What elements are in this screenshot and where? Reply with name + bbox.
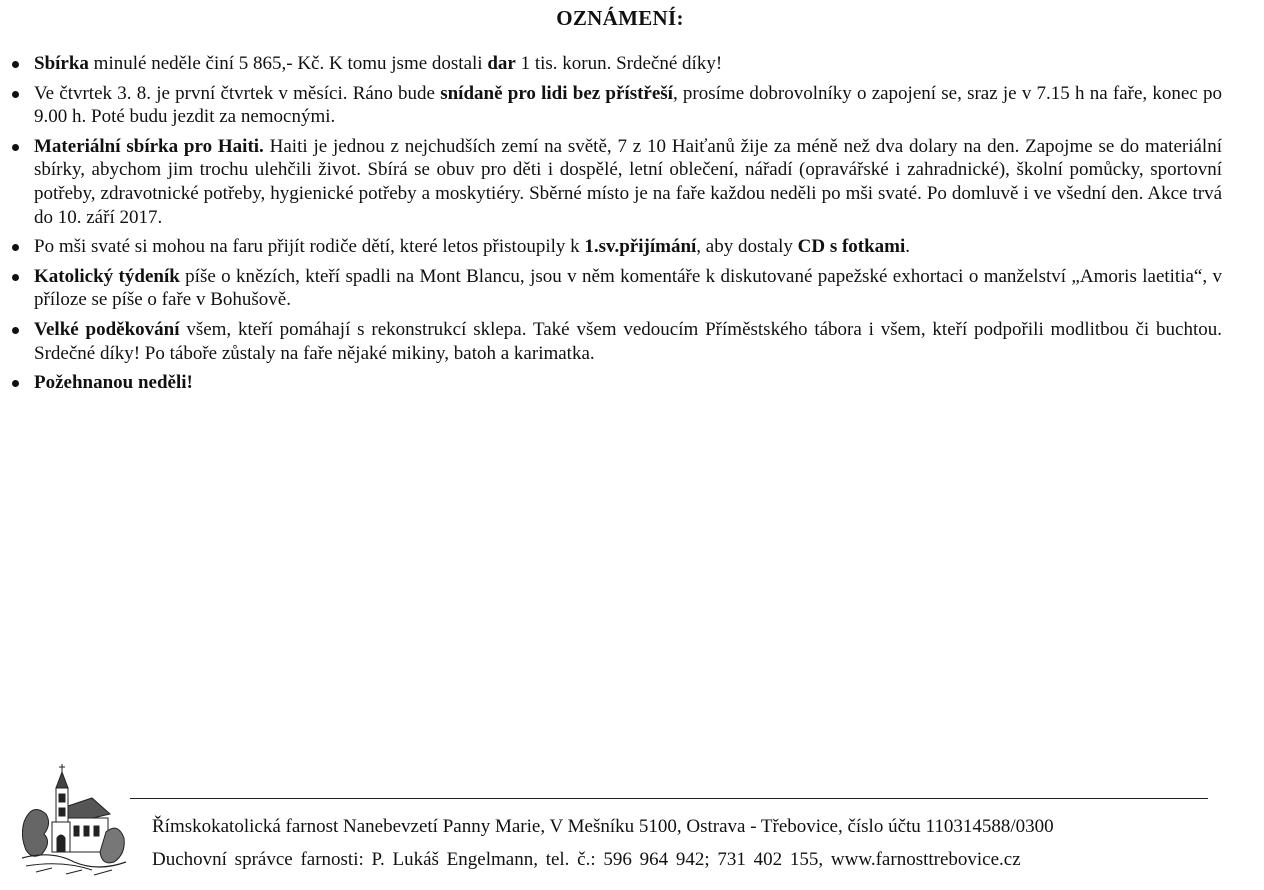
item-text: všem, kteří pomáhají s rekonstrukcí sklepa. Také všem vedoucím Příměstského tábora i všem, kteří podpořili modlitbou či buchtou. Srdečné díky! Po táboře zůstaly na faře nějaké mikiny, batoh a karimatka. [34, 318, 1222, 364]
list-item [12, 235, 1222, 259]
list-item [12, 371, 1222, 395]
item-bold-text: 1.sv.přijímání [584, 236, 697, 258]
bullet-dot-icon [12, 274, 19, 281]
item-bold-text: Materiální sbírka pro Haiti. [34, 135, 264, 157]
bullet-dot-icon [12, 327, 19, 334]
list-item [12, 82, 1222, 129]
bullet-dot-icon [12, 91, 19, 98]
item-bold-text: Sbírka [34, 53, 89, 74]
item-text: píše o knězích, kteří spadli na Mont Blancu, jsou v něm komentáře k diskutované papežské exhortaci o manželství „Amoris laetitia“, v příloze se píše o faře v Bohušově. [34, 265, 1222, 311]
item-text: 1 tis. korun. Srdečné díky! [515, 53, 723, 74]
list-item [12, 52, 1222, 76]
announcement-list [12, 52, 1222, 401]
item-text: . [905, 236, 911, 258]
item-text: Po mši svaté si mohou na faru přijít rodiče dětí, které letos přistoupily k [34, 236, 585, 258]
item-text: , aby dostaly [696, 236, 798, 258]
item-bold-text: Požehnanou neděli! [34, 372, 193, 394]
list-item [12, 318, 1222, 365]
list-item [12, 265, 1222, 312]
list-item [12, 135, 1222, 229]
footer-divider [130, 798, 1208, 799]
parish-address: Římskokatolická farnost Nanebevzetí Panny Marie, V Mešníku 5100, Ostrava - Třebovice, číslo účtu 110314588/0300 [152, 816, 1054, 837]
bullet-dot-icon [12, 244, 19, 251]
item-bold-text: CD s fotkami [797, 236, 906, 258]
item-bold-text: snídaně pro lidi bez přístřeší [440, 82, 673, 104]
item-text: minulé neděle činí 5 865,- Kč. K tomu jsme dostali [88, 53, 488, 74]
item-text: Ve čtvrtek 3. 8. je první čtvrtek v měsíci. Ráno bude [34, 82, 441, 104]
item-bold-text: Katolický týdeník [34, 265, 180, 287]
bullet-dot-icon [12, 380, 19, 387]
page-title: OZNÁMENÍ: [556, 6, 684, 30]
item-text: , prosíme dobrovolníky o zapojení se, sraz je v 7.15 h na faře, konec po 9.00 h. Poté budu jezdit za nemocnými. [34, 82, 1222, 128]
parish-contact: Duchovní správce farnosti: P. Lukáš Engelmann, tel. č.: 596 964 942; 731 402 155, www.farnosttrebovice.cz [152, 849, 1021, 870]
item-bold-text: dar [487, 53, 516, 74]
church-logo-icon [22, 762, 127, 877]
bullet-dot-icon [12, 61, 19, 68]
item-text: Haiti je jednou z nejchudších zemí na světě, 7 z 10 Haiťanů žije za méně než dva dolary na den. Zapojme se do materiální sbírky, abychom jim trochu ulehčili život. Sbírá se obuv pro děti i dospělé, letní oblečení, nářadí (opravářské i zahradnické), školní pomůcky, sportovní potřeby, zdravotnické potřeby, hygienické potřeby a moskytiéry. Sběrné místo je na faře každou neděli po mši svaté. Po domluvě i ve všední den. Akce trvá do 10. září 2017. [34, 135, 1222, 228]
bullet-dot-icon [12, 144, 19, 151]
item-bold-text: Velké poděkování [34, 318, 180, 340]
